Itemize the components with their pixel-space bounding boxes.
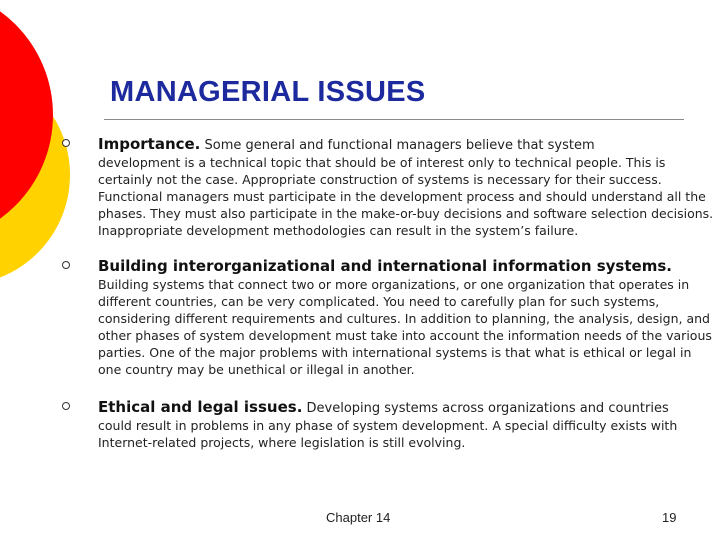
item-body: could result in problems in any phase of system development. A special difficulty exists with Internet-related projects, where legislation is still evolving. [98, 418, 678, 450]
item-heading: Importance. [98, 135, 201, 153]
slide-title: MANAGERIAL ISSUES [110, 76, 426, 108]
list-item-interorganizational [62, 258, 714, 378]
footer-chapter: Chapter 14 [326, 510, 391, 525]
list-item-importance [62, 136, 714, 239]
item-heading: Ethical and legal issues. [98, 398, 303, 416]
item-lead: Some general and functional managers believe that system [204, 138, 595, 153]
bullet-icon [62, 261, 70, 269]
list-item-ethical-legal [62, 399, 714, 451]
bullet-icon [62, 139, 70, 147]
title-divider [104, 119, 684, 120]
item-heading-line [98, 399, 714, 417]
item-heading: Building interorganizational and international information systems. [98, 257, 672, 275]
page-number: 19 [662, 510, 677, 525]
item-body: Building systems that connect two or more organizations, or one organization that operates in different countries, can be very complicated. You need to carefully plan for such systems, considering different requirements and cultures. In addition to planning, the analysis, design, and other phases of system development must take into account the information needs of the various parties. One of the major problems with international systems is that what is ethical or legal in one country may be unethical or illegal in another. [98, 277, 712, 377]
item-body: development is a technical topic that should be of interest only to technical people. This is certainly not the case. Appropriate construction of systems is necessary for their success. Functional managers must participate in the development process and should understand all the phases. They must also participate in the make-or-buy decisions and software selection decisions. Inappropriate development methodologies can result in the system’s failure. [98, 155, 714, 238]
bullet-icon [62, 402, 70, 410]
item-heading-line [98, 136, 714, 154]
item-lead: Developing systems across organizations and countries [306, 401, 669, 416]
item-heading-line [98, 258, 714, 276]
